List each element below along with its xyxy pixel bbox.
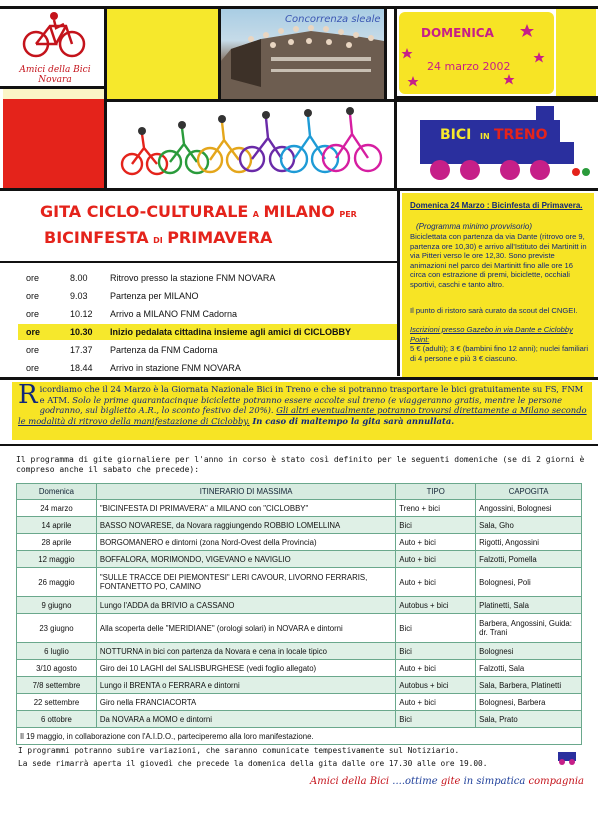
ore-label: ore bbox=[26, 291, 40, 301]
cell-type: Treno + bici bbox=[396, 500, 476, 517]
grid-line bbox=[397, 190, 400, 376]
table-row bbox=[17, 597, 582, 614]
title-part1: GITA CICLO-CULTURALE bbox=[40, 202, 249, 221]
ore-label: ore bbox=[26, 345, 40, 355]
cell-type: Bici bbox=[396, 643, 476, 660]
title-part4: PRIMAVERA bbox=[167, 228, 273, 247]
cell-itinerary: Da NOVARA a MOMO e dintorni bbox=[96, 711, 395, 728]
table-row bbox=[17, 694, 582, 711]
slogan-part-b: ....ottime bbox=[392, 776, 438, 787]
cell-date: 12 maggio bbox=[17, 551, 97, 568]
train-logo-word3: TRENO bbox=[494, 127, 548, 143]
cell-itinerary: Alla scoperta delle "MERIDIANE" (orologi solari) in NOVARA e dintorni bbox=[96, 614, 395, 643]
crowded-train-photo bbox=[221, 9, 384, 99]
schedule-row bbox=[18, 360, 394, 376]
schedule-desc: Arrivo a MILANO FNM Cadorna bbox=[110, 309, 238, 319]
title-part3b: DI bbox=[153, 236, 163, 245]
cell-leader: Falzotti, Sala bbox=[476, 660, 582, 677]
cell-date: 23 giugno bbox=[17, 614, 97, 643]
grid-line bbox=[384, 6, 387, 101]
cell-itinerary: Lungo il BRENTA o FERRARA e dintorni bbox=[96, 677, 395, 694]
schedule-desc: Inizio pedalata cittadina insieme agli amici di CICLOBBY bbox=[110, 327, 352, 337]
train-logo-icon bbox=[400, 102, 596, 186]
schedule-desc: Ritrovo presso la stazione FNM NOVARA bbox=[110, 273, 276, 283]
cell-date: 14 aprile bbox=[17, 517, 97, 534]
cell-itinerary: BOFFALORA, MORIMONDO, VIGEVANO e NAVIGLIO bbox=[96, 551, 395, 568]
cell-leader: Platinetti, Sala bbox=[476, 597, 582, 614]
slogan-club: Amici della Bici bbox=[310, 776, 390, 787]
notice-text3: Gli altri eventualmente potranno trovarsi direttamente a Milano secondo le modalità di ritrovo della manifestazione di Ciclobby. bbox=[18, 405, 587, 426]
cell-itinerary: NOTTURNA in bici con partenza da Novara e cena in locale tipico bbox=[96, 643, 395, 660]
cell-itinerary: BORGOMANERO e dintorni (zona Nord-Ovest della Provincia) bbox=[96, 534, 395, 551]
photo-caption: Concorrenza sleale bbox=[285, 14, 381, 25]
cell-leader: Barbera, Angossini, Guida: dr. Trani bbox=[476, 614, 582, 643]
info-box bbox=[402, 193, 594, 377]
notice-box bbox=[12, 382, 592, 440]
cell-date: 22 settembre bbox=[17, 694, 97, 711]
cell-type: Autobus + bici bbox=[396, 597, 476, 614]
schedule-row bbox=[18, 270, 394, 286]
closing-line1: I programmi potranno subire variazioni, che saranno comunicate tempestivamente sul Notiziario. bbox=[18, 746, 460, 755]
schedule-time: 8.00 bbox=[70, 273, 88, 283]
title-part1b: A bbox=[252, 210, 259, 219]
col-header: ITINERARIO DI MASSIMA bbox=[96, 484, 395, 500]
table-row bbox=[17, 517, 582, 534]
cell-date: 7/8 settembre bbox=[17, 677, 97, 694]
date-box bbox=[399, 12, 554, 94]
info-registration: Iscrizioni presso Gazebo in via Dante e Ciclobby Point: bbox=[410, 325, 573, 344]
cell-leader: Rigotti, Angossini bbox=[476, 534, 582, 551]
cell-itinerary: BASSO NOVARESE, da Novara raggiungendo ROBBIO LOMELLINA bbox=[96, 517, 395, 534]
info-heading: Domenica 24 Marzo : Bicinfesta di Primavera. bbox=[410, 201, 583, 210]
notice-text4: In caso di maltempo la gita sarà annullata. bbox=[252, 415, 455, 426]
schedule-row bbox=[18, 342, 394, 358]
grid-line bbox=[396, 96, 598, 99]
slogan-part-e: compagnia bbox=[528, 776, 585, 787]
table-row bbox=[17, 614, 582, 643]
star-decoration-icon bbox=[399, 12, 554, 94]
program-intro: Il programma di gite giornaliere per l'anno in corso è stato così definito per le seguenti domeniche (se di 2 giorni è compreso anche il sabato che precede): bbox=[16, 455, 585, 474]
yellow-block-right bbox=[556, 9, 596, 96]
cell-leader: Angossini, Bolognesi bbox=[476, 500, 582, 517]
ore-label: ore bbox=[26, 363, 40, 373]
table-row bbox=[17, 500, 582, 517]
cell-type: Bici bbox=[396, 517, 476, 534]
club-logo bbox=[10, 10, 100, 84]
schedule-desc: Partenza per MILANO bbox=[110, 291, 199, 301]
cell-itinerary: Lungo l'ADDA da BRIVIO a CASSANO bbox=[96, 597, 395, 614]
table-footer-note: Il 19 maggio, in collaborazione con l'A.I.D.O., parteciperemo alla loro manifestazione. bbox=[17, 728, 582, 745]
cell-type: Bici bbox=[396, 614, 476, 643]
red-block bbox=[3, 99, 104, 188]
table-row bbox=[17, 551, 582, 568]
cell-itinerary: "BICINFESTA DI PRIMAVERA" a MILANO con "CICLOBBY" bbox=[96, 500, 395, 517]
schedule-time: 9.03 bbox=[70, 291, 88, 301]
ore-label: ore bbox=[26, 273, 40, 283]
col-header: Domenica bbox=[17, 484, 97, 500]
table-header bbox=[17, 484, 582, 500]
schedule-row-highlight bbox=[18, 324, 398, 340]
grid-line bbox=[0, 444, 598, 446]
schedule-time: 18.44 bbox=[70, 363, 93, 373]
logo-name: Amici della Bici bbox=[19, 65, 91, 75]
slogan bbox=[310, 776, 584, 787]
grid-line bbox=[0, 188, 598, 191]
info-body2: Il punto di ristoro sarà curato da scout del CNGEI. bbox=[410, 306, 578, 315]
light-block bbox=[3, 89, 104, 99]
small-train-icon bbox=[556, 748, 580, 766]
cell-date: 6 ottobre bbox=[17, 711, 97, 728]
ore-label: ore bbox=[26, 309, 40, 319]
table-row bbox=[17, 568, 582, 597]
cell-leader: Bolognesi, Barbera bbox=[476, 694, 582, 711]
grid-line bbox=[0, 377, 598, 380]
cell-date: 24 marzo bbox=[17, 500, 97, 517]
cell-itinerary: Giro nella FRANCIACORTA bbox=[96, 694, 395, 711]
cell-type: Auto + bici bbox=[396, 551, 476, 568]
table-row bbox=[17, 677, 582, 694]
cell-date: 3/10 agosto bbox=[17, 660, 97, 677]
cell-type: Auto + bici bbox=[396, 568, 476, 597]
cell-leader: Falzotti, Pomella bbox=[476, 551, 582, 568]
cell-type: Auto + bici bbox=[396, 534, 476, 551]
col-header: TIPO bbox=[396, 484, 476, 500]
cell-leader: Bolognesi bbox=[476, 643, 582, 660]
cell-type: Autobus + bici bbox=[396, 677, 476, 694]
schedule-desc: Partenza da FNM Cadorna bbox=[110, 345, 218, 355]
table-row bbox=[17, 643, 582, 660]
schedule-time: 10.30 bbox=[70, 327, 93, 337]
program-table bbox=[16, 483, 582, 745]
cell-itinerary: Giro dei 10 LAGHI del SALISBURGHESE (vedi foglio allegato) bbox=[96, 660, 395, 677]
title-part2: MILANO bbox=[263, 202, 335, 221]
page-title bbox=[40, 202, 390, 248]
table-row bbox=[17, 534, 582, 551]
cell-date: 26 maggio bbox=[17, 568, 97, 597]
info-prices: 5 € (adulti); 3 € (bambini fino 12 anni); nuclei familiari di 4 persone e più 3 € ciascuno. bbox=[410, 344, 589, 363]
notice-text1: icordiamo che il 24 Marzo è la Giornata Nazionale Bici in Treno e che si potranno trasportare le bici gratuitamente su FS, FNM e ATM. bbox=[39, 384, 584, 405]
train-logo-word1: BICI bbox=[440, 127, 472, 143]
table-footer bbox=[17, 728, 582, 745]
grid-line bbox=[0, 261, 398, 263]
table-row bbox=[17, 660, 582, 677]
notice-initial: R bbox=[18, 380, 38, 410]
cell-type: Auto + bici bbox=[396, 694, 476, 711]
yellow-block bbox=[107, 9, 218, 99]
slogan-part-c: gite bbox=[440, 776, 461, 787]
bici-in-treno-logo bbox=[400, 102, 596, 186]
cell-type: Auto + bici bbox=[396, 660, 476, 677]
logo-city: Novara bbox=[38, 75, 72, 85]
train-logo-word2: IN bbox=[480, 132, 490, 141]
cell-date: 28 aprile bbox=[17, 534, 97, 551]
schedule-time: 10.12 bbox=[70, 309, 93, 319]
date-day: DOMENICA bbox=[421, 26, 494, 40]
cell-type: Bici bbox=[396, 711, 476, 728]
info-sub: (Programma minimo provvisorio) bbox=[416, 222, 533, 231]
schedule-row bbox=[18, 288, 394, 304]
cell-leader: Sala, Prato bbox=[476, 711, 582, 728]
cyclists-illustration-icon bbox=[112, 104, 392, 186]
col-header: CAPOGITA bbox=[476, 484, 582, 500]
title-part3: BICINFESTA bbox=[44, 228, 149, 247]
closing-line2: La sede rimarrà aperta il giovedì che precede la domenica della gita dalle ore 17.30 alle ore 19.00. bbox=[18, 759, 488, 768]
cell-leader: Sala, Barbera, Platinetti bbox=[476, 677, 582, 694]
bicycle-logo-icon bbox=[10, 10, 100, 60]
slogan-part-d: in simpatica bbox=[463, 776, 526, 787]
cell-itinerary: "SULLE TRACCE DEI PIEMONTESI" LERI CAVOUR, LIVORNO FERRARIS, FONTANETTO PO, CAMINO bbox=[96, 568, 395, 597]
title-part2b: PER bbox=[339, 210, 357, 219]
date-value: 24 marzo 2002 bbox=[427, 60, 511, 73]
cell-date: 9 giugno bbox=[17, 597, 97, 614]
cell-leader: Sala, Gho bbox=[476, 517, 582, 534]
notice-text2: Solo le prime quarantacinque biciclette potranno essere accolte sul treno (e viaggeranno gratis, mentre le persone godranno, sul biglietto A.R., lo sconto festivo del 20%). bbox=[39, 394, 563, 415]
table-row bbox=[17, 711, 582, 728]
cyclists-drawing bbox=[112, 104, 392, 186]
schedule-row bbox=[18, 306, 394, 322]
cell-date: 6 luglio bbox=[17, 643, 97, 660]
info-body: Biciclettata con partenza da via Dante (ritrovo ore 9, partenza ore 10,30) e arrivo all'Istituto dei Martinitt in via Pitteri verso le ore 12,30. Sono previste animazioni nel parco dei Martinitt fino alle ore 16 circa con estrazione di premi, biciclette, occhiali sportivi, caschi e tanto altro. bbox=[410, 232, 587, 289]
schedule-desc: Arrivo in stazione FNM NOVARA bbox=[110, 363, 241, 373]
ore-label: ore bbox=[26, 327, 41, 337]
cell-leader: Bolognesi, Poli bbox=[476, 568, 582, 597]
schedule-time: 17.37 bbox=[70, 345, 93, 355]
